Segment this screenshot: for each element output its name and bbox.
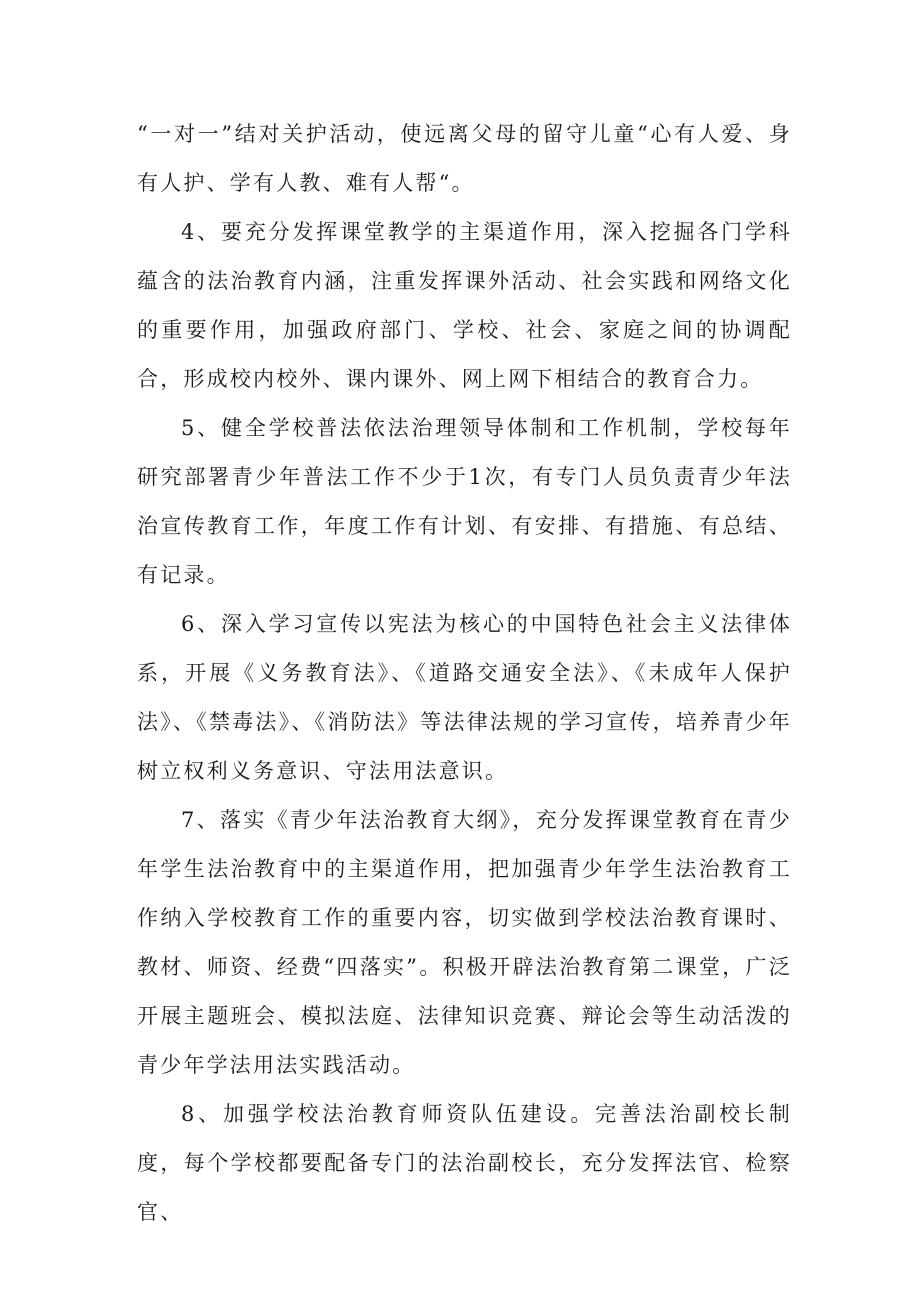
paragraph-item-4: 4、要充分发挥课堂教学的主渠道作用，深入挖掘各门学科蕴含的法治教育内涵，注重发挥课外活动、社会实践和网络文化的重要作用，加强政府部门、学校、社会、家庭之间的协调配合，形成校内校外、课内课外、网上网下相结合的教育合力。 (137, 220, 792, 391)
paragraph-item-7: 7、落实《青少年法治教育大纲》，充分发挥课堂教育在青少年学生法治教育中的主渠道作用，把加强青少年学生法治教育工作纳入学校教育工作的重要内容，切实做到学校法治教育课时、教材、师资、经费“四落实”。积极开辟法治教育第二课堂，广泛开展主题班会、模拟法庭、法律知识竞赛、辩论会等生动活泼的青少年学法用法实践活动。 (137, 808, 792, 1077)
paragraph-continuation: “一对一”结对关护活动，使远离父母的留守儿童“心有人爱、身有人护、学有人教、难有人帮“。 (137, 122, 792, 195)
paragraph-item-6: 6、深入学习宣传以宪法为核心的中国特色社会主义法律体系，开展《义务教育法》、《道路交通安全法》、《未成年人保护法》、《禁毒法》、《消防法》等法律法规的学习宣传，培养青少年树立权利义务意识、守法用法意识。 (137, 612, 792, 783)
paragraph-item-5: 5、健全学校普法依法治理领导体制和工作机制，学校每年研究部署青少年普法工作不少于1次，有专门人员负责青少年法治宣传教育工作，年度工作有计划、有安排、有措施、有总结、有记录。 (137, 416, 792, 587)
paragraph-item-8: 8、加强学校法治教育师资队伍建设。完善法治副校长制度，每个学校都要配备专门的法治副校长，充分发挥法官、检察官、 (137, 1102, 792, 1224)
document-body (137, 110, 792, 1237)
